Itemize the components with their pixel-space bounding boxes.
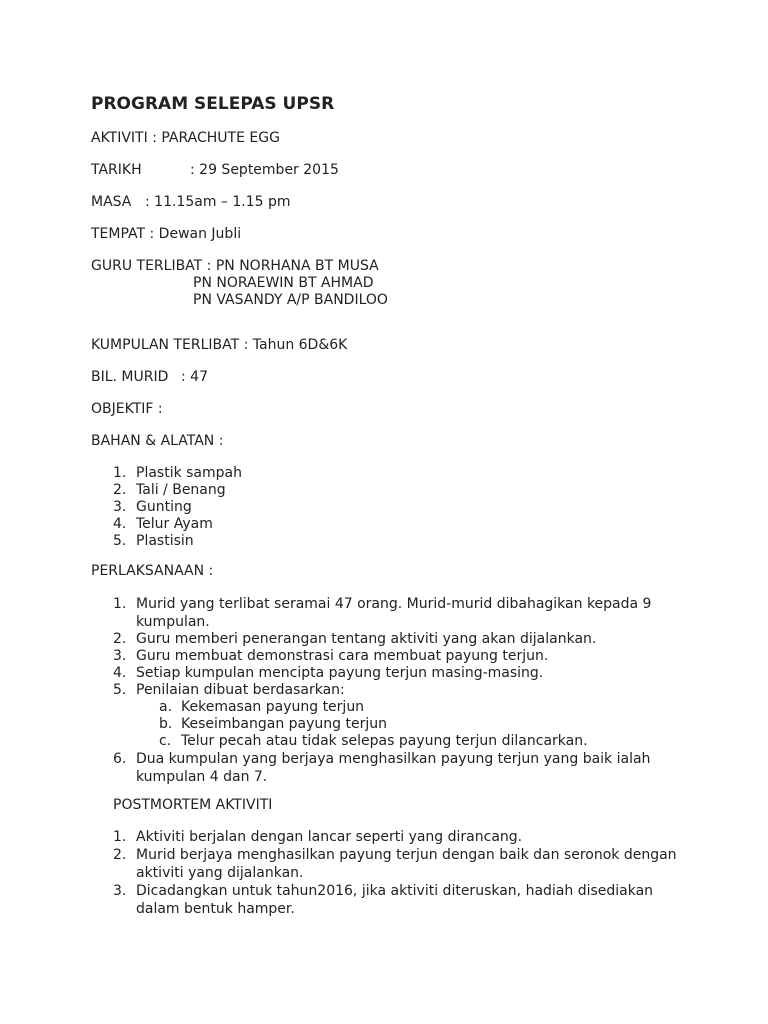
list-item: 3. Guru membuat demonstrasi cara membuat payung terjun. [113,648,549,664]
sublist-container [91,699,661,750]
guru-name-3: PN VASANDY A/P BANDILOO [193,292,388,308]
sublist-item: c. Telur pecah atau tidak selepas payung terjun dilancarkan. [159,733,588,749]
kumpulan-line: KUMPULAN TERLIBAT : Tahun 6D&6K [91,337,348,353]
penilaian-sublist [91,699,661,750]
list-item: 1. Plastik sampah [113,465,242,481]
bil-murid-line [91,369,391,386]
list-item: 6. Dua kumpulan yang berjaya menghasilkan payung terjun yang baik ialah kumpulan 4 dan 7. [113,751,651,785]
list-item: 3. Dicadangkan untuk tahun2016, jika aktiviti diteruskan, hadiah disediakan dalam bentuk hamper. [113,883,654,917]
objektif-line: OBJEKTIF : [91,401,163,417]
masa-label: MASA [91,194,132,210]
list-item: 3. Gunting [113,499,192,515]
tempat-line: TEMPAT : Dewan Jubli [91,226,242,242]
masa-line [91,194,491,211]
guru-name-1: PN NORHANA BT MUSA [215,258,379,274]
tarikh-line [91,162,491,179]
bil-murid-value: : 47 [181,369,208,385]
tarikh-value: : 29 September 2015 [190,162,339,178]
document-title: PROGRAM SELEPAS UPSR [91,94,335,114]
bahan-heading: BAHAN & ALATAN : [91,433,224,449]
list-item: 2. Guru memberi penerangan tentang aktiviti yang akan dijalankan. [113,631,597,647]
guru-block [91,258,491,309]
guru-first-line [91,258,491,275]
list-item: 5. Penilaian dibuat berdasarkan: [113,682,345,698]
tarikh-label: TARIKH [91,162,142,178]
bahan-list [91,465,691,550]
postmortem-heading: POSTMORTEM AKTIVITI [113,797,273,813]
masa-value: : 11.15am – 1.15 pm [145,194,291,210]
bil-murid-label: BIL. MURID [91,369,169,385]
list-item: 2. Tali / Benang [113,482,226,498]
list-item: 4. Setiap kumpulan mencipta payung terjun masing-masing. [113,665,544,681]
list-item: 1. Murid yang terlibat seramai 47 orang. Murid-murid dibahagikan kepada 9 kumpulan. [113,596,652,630]
perlaksanaan-heading: PERLAKSANAAN : [91,563,214,579]
guru-label: GURU TERLIBAT : [91,258,216,274]
guru-name-2: PN NORAEWIN BT AHMAD [193,275,374,291]
postmortem-list [91,829,681,918]
list-item: 1. Aktiviti berjalan dengan lancar seperti yang dirancang. [113,829,523,845]
list-item: 4. Telur Ayam [113,516,213,532]
list-item: 2. Murid berjaya menghasilkan payung terjun dengan baik dan seronok dengan aktiviti yang dijalankan. [113,847,677,881]
aktiviti-line: AKTIVITI : PARACHUTE EGG [91,130,280,146]
perlaksanaan-list [91,595,661,786]
sublist-item: a. Kekemasan payung terjun [159,699,365,715]
list-item: 5. Plastisin [113,533,194,549]
sublist-item: b. Keseimbangan payung terjun [159,716,387,732]
